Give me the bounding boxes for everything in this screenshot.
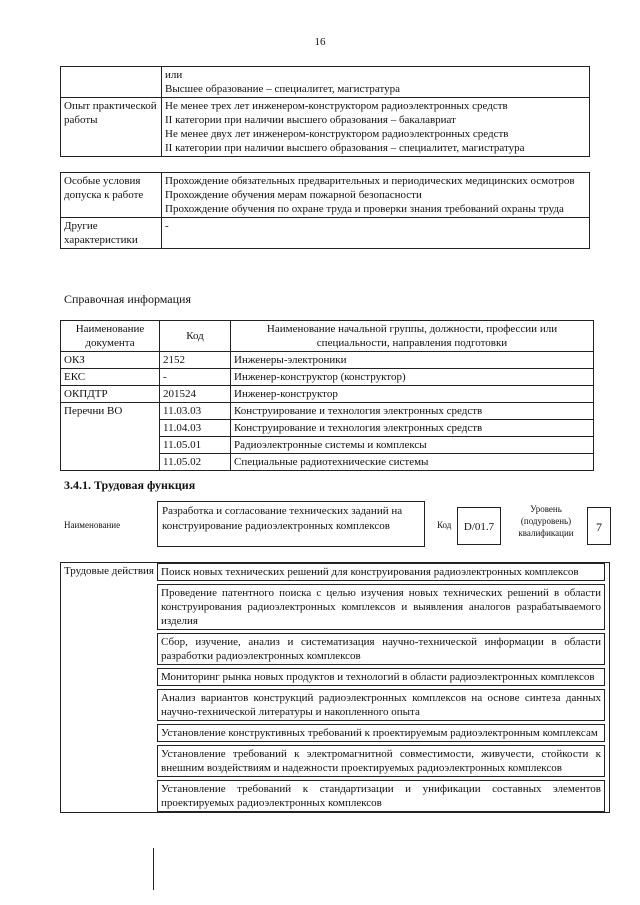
labor-action-item: Установление требований к стандартизации и унификации составных элементов проектируемых радиоэлектронных комплексов [157,780,605,812]
doc-cell: ОКПДТР [61,386,160,403]
table-row [61,352,594,369]
empty-label-cell [61,67,162,98]
special-conditions-label: Особые условия допуска к работе [61,173,162,218]
education-tail-line: или [165,69,183,81]
labor-actions-table [60,562,610,813]
experience-line: II категории при наличии высшего образования – бакалавриат [165,114,456,126]
experience-line: Не менее трех лет инженером-конструктором радиоэлектронных средств [165,100,508,112]
special-conditions-cell [162,173,590,218]
experience-line: II категории при наличии высшего образования – специалитет, магистратура [165,142,525,154]
function-name-label: Наименование [64,520,121,530]
function-code-label: Код [437,520,452,530]
header-code: Код [160,321,231,352]
code-cell: - [160,369,231,386]
function-code-box: D/01.7 [457,507,501,545]
labor-action-item: Установление требований к электромагнитной совместимости, живучести, стойкости к внешним воздействиям и надежности проектируемых радиоэлектронных комплексов [157,745,605,777]
name-cell: Инженер-конструктор [231,386,594,403]
code-cell: 2152 [160,352,231,369]
page-number: 16 [314,36,326,48]
special-condition-item: Прохождение обязательных предварительных и периодических медицинских осмотров [165,175,575,187]
labor-action-item: Поиск новых технических решений для конструирования радиоэлектронных комплексов [157,563,605,581]
labor-actions-label: Трудовые действия [61,563,158,813]
admission-table [60,172,590,249]
table-row [61,369,594,386]
name-cell: Инженеры-электроники [231,352,594,369]
reference-table [60,320,594,471]
code-cell: 11.03.03 [160,403,231,420]
special-condition-item: Прохождение обучения мерам пожарной безопасности [165,189,422,201]
name-cell: Инженер-конструктор (конструктор) [231,369,594,386]
experience-table [60,66,590,157]
experience-cell [162,98,590,157]
name-cell: Радиоэлектронные системы и комплексы [231,437,594,454]
code-cell: 201524 [160,386,231,403]
labor-action-item: Анализ вариантов конструкций радиоэлектронных комплексов на основе синтеза данных научно-технической литературы и накопленного опыта [157,689,605,721]
table-continuation-line [153,848,155,890]
doc-cell: ЕКС [61,369,160,386]
qualification-level-label: Уровень (подуровень) квалификации [518,504,574,538]
experience-line: Не менее двух лет инженером-конструктором радиоэлектронных средств [165,128,509,140]
table-row [61,403,594,420]
other-characteristics-value: - [162,218,590,249]
header-doc: Наименование документа [61,321,160,352]
education-tail-cell [162,67,590,98]
table-row [61,386,594,403]
name-cell: Специальные радиотехнические системы [231,454,594,471]
reference-header-row [61,321,594,352]
education-tail-line: Высшее образование – специалитет, магистратура [165,83,401,95]
code-cell: 11.05.02 [160,454,231,471]
labor-action-item: Мониторинг рынка новых продуктов и технологий в области радиоэлектронных комплексов [157,668,605,686]
other-characteristics-label: Другие характеристики [61,218,162,249]
qualification-level-box: 7 [587,507,611,545]
header-name: Наименование начальной группы, должности, профессии или специальности, направления подготовки [231,321,594,352]
name-cell: Конструирование и технология электронных средств [231,420,594,437]
labor-action-item: Сбор, изучение, анализ и систематизация научно-технической информации в области разработки радиоэлектронных комплексов [157,633,605,665]
labor-action-item: Установление конструктивных требований к проектируемым радиоэлектронным комплексам [157,724,605,742]
name-cell: Конструирование и технология электронных средств [231,403,594,420]
code-cell: 11.04.03 [160,420,231,437]
code-cell: 11.05.01 [160,437,231,454]
function-heading: 3.4.1. Трудовая функция [64,478,196,492]
experience-label: Опыт практической работы [61,98,162,157]
special-condition-item: Прохождение обучения по охране труда и проверки знания требований охраны труда [165,203,564,215]
function-name-box: Разработка и согласование технических заданий на конструирование радиоэлектронных комплексов [157,501,425,547]
labor-actions-list [157,563,610,813]
doc-cell: Перечни ВО [61,403,160,471]
reference-title: Справочная информация [64,292,191,306]
labor-action-item: Проведение патентного поиска с целью изучения новых технических решений в области конструирования радиоэлектронных комплексов и выявления аналогов разрабатываемого изделия [157,584,605,630]
doc-cell: ОКЗ [61,352,160,369]
